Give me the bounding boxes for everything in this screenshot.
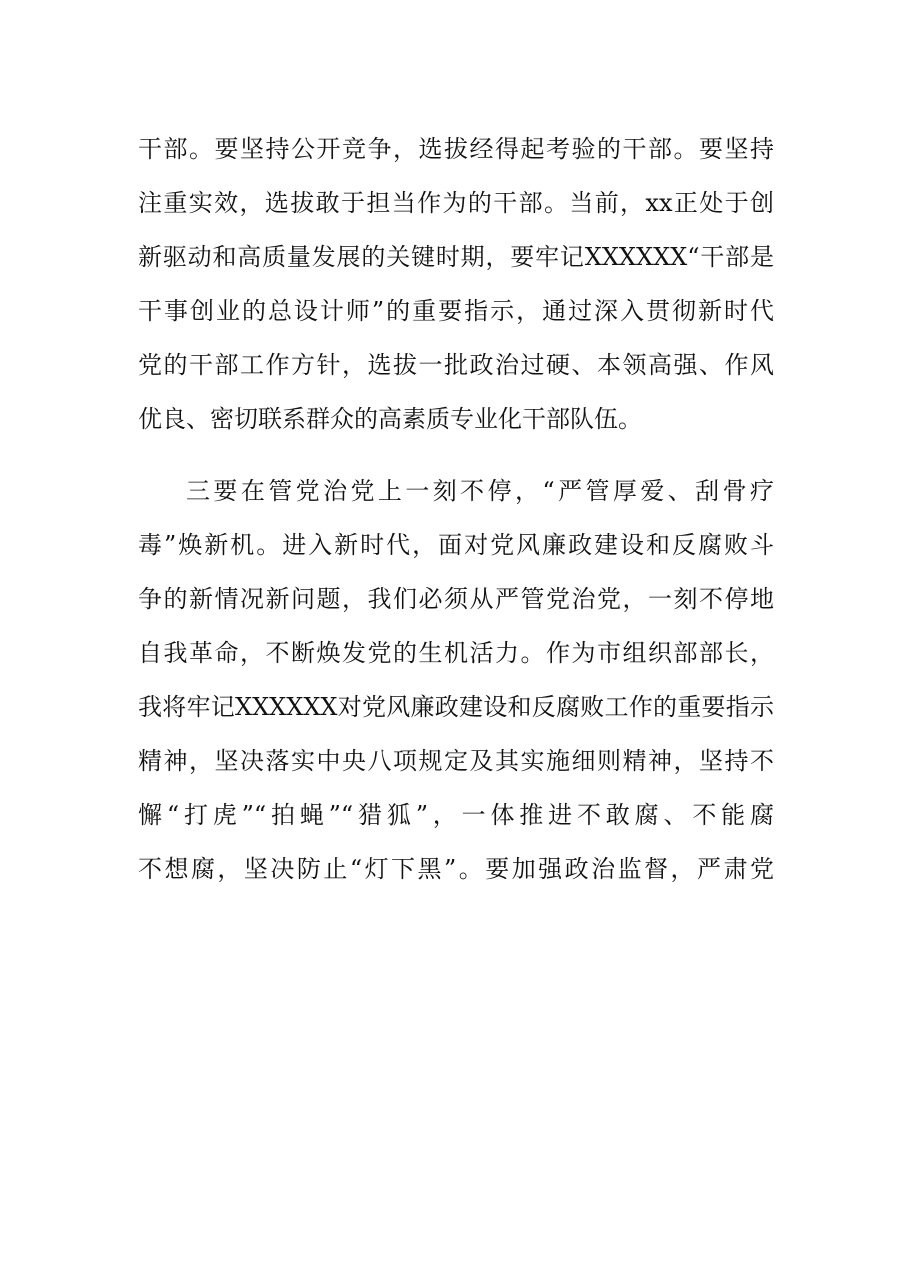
text-line: 毒”焕新机。进入新时代，面对党风廉政建设和反腐败斗: [138, 531, 774, 559]
paragraph-2: [138, 464, 774, 896]
text-line: 干事创业的总设计师”的重要指示，通过深入贯彻新时代: [138, 297, 774, 325]
text-line: 优良、密切联系群众的高素质专业化干部队伍。: [138, 405, 642, 433]
paragraph-gap: [138, 446, 774, 464]
text-line: 精神，坚决落实中央八项规定及其实施细则精神，坚持不: [138, 747, 774, 775]
text-line: 注重实效，选拔敢于担当作为的干部。当前，xx正处于创: [138, 189, 774, 217]
text-line: 三要在管党治党上一刻不停，“严管厚爱、刮骨疗: [186, 477, 774, 505]
text-line: 自我革命，不断焕发党的生机活力。作为市组织部部长，: [138, 639, 774, 667]
text-line: 新驱动和高质量发展的关键时期，要牢记XXXXXX“干部是: [138, 243, 774, 271]
text-line: 懈“打虎”“拍蝇”“猎狐”，一体推进不敢腐、不能腐: [138, 801, 774, 829]
text-line: 干部。要坚持公开竞争，选拔经得起考验的干部。要坚持: [138, 135, 774, 163]
document-body: [138, 122, 774, 896]
text-line: 不想腐，坚决防止“灯下黑”。要加强政治监督，严肃党: [138, 855, 774, 883]
paragraph-1: [138, 122, 774, 446]
text-line: 争的新情况新问题，我们必须从严管党治党，一刻不停地: [138, 585, 774, 613]
text-line: 党的干部工作方针，选拔一批政治过硬、本领高强、作风: [138, 351, 774, 379]
text-line: 我将牢记XXXXXX对党风廉政建设和反腐败工作的重要指示: [138, 693, 774, 721]
